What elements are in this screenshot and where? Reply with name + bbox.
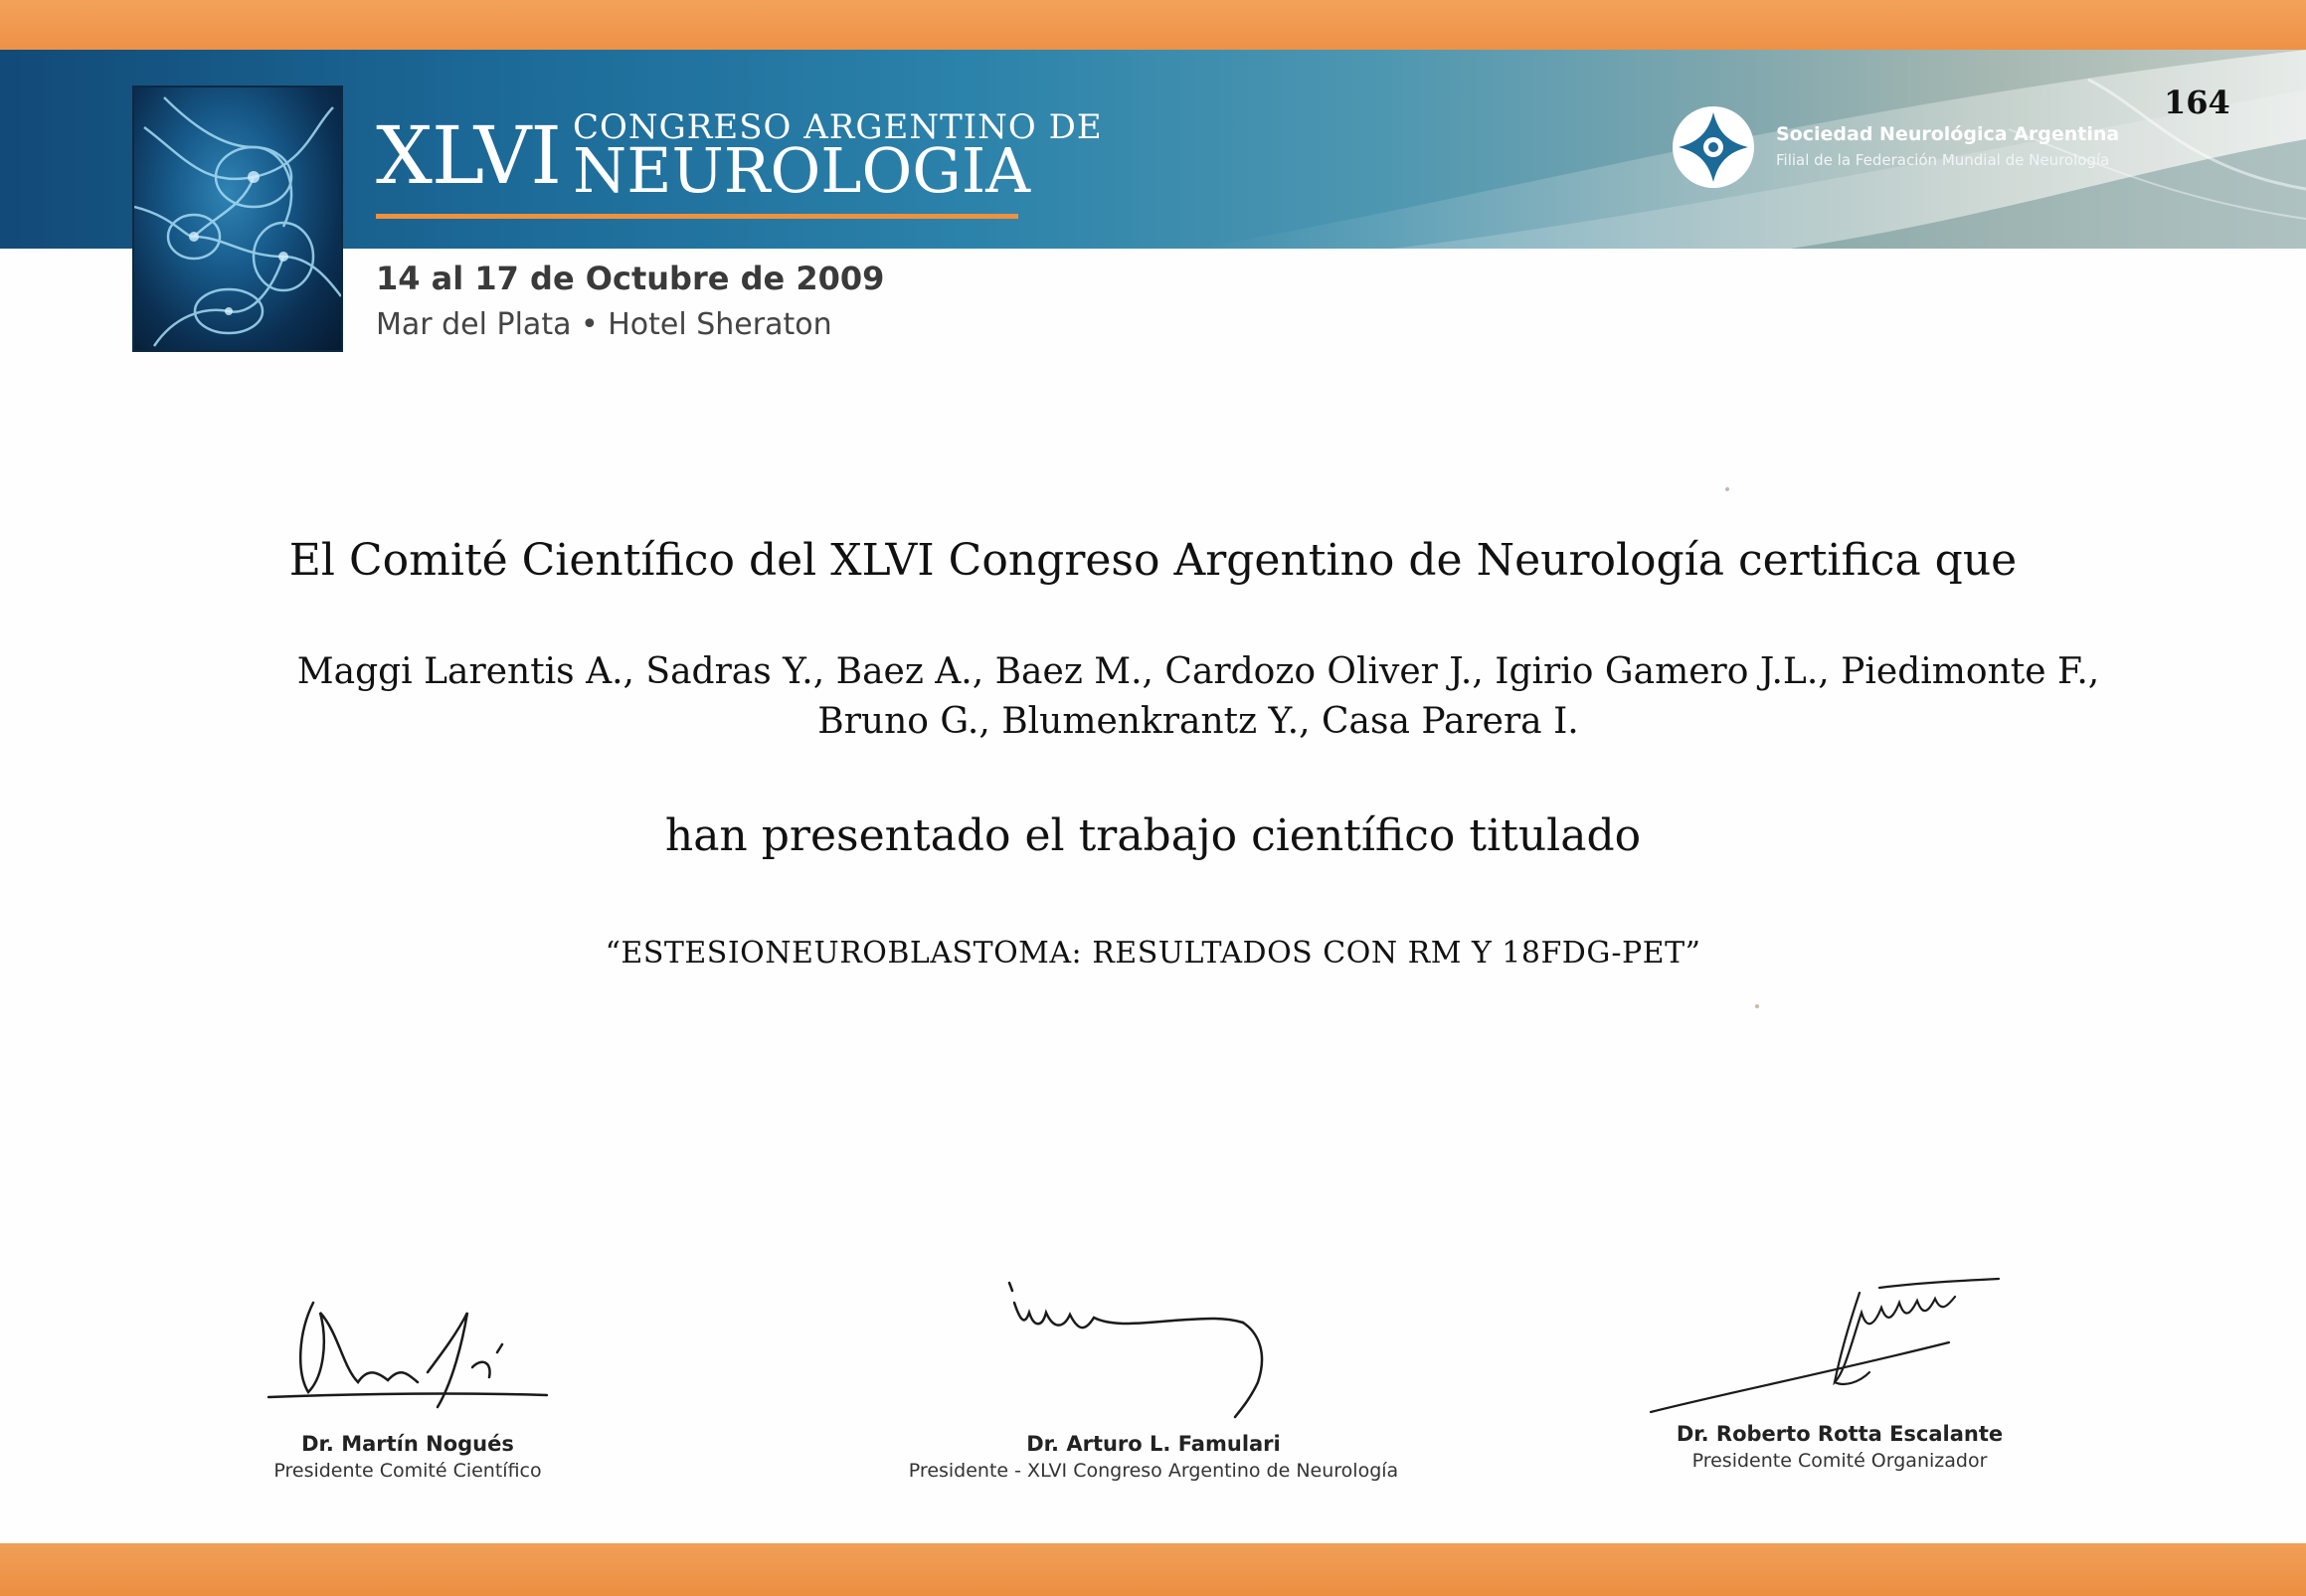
signature-mark (229, 1273, 587, 1412)
signatory-role: Presidente Comité Científico (273, 1460, 542, 1482)
bottom-orange-stripe (0, 1543, 2306, 1596)
event-dates: 14 al 17 de Octubre de 2009 (376, 260, 885, 297)
signature-block-organizing-committee (1631, 1263, 2048, 1492)
signatory-role: Presidente Comité Organizador (1691, 1450, 1988, 1472)
signature-block-congress-president (875, 1273, 1432, 1492)
title-underline (376, 214, 1018, 219)
header-banner (0, 50, 2306, 249)
edition-number: XLVI (376, 109, 561, 202)
organization-name: Sociedad Neurológica Argentina (1776, 123, 2120, 145)
work-title: “ESTESIONEUROBLASTOMA: RESULTADOS CON RM Y 18FDG-PET” (605, 936, 1701, 971)
certification-statement: El Comité Científico del XLVI Congreso Argentino de Neurología certifica que (288, 535, 2018, 586)
congress-topic: NEUROLOGIA (573, 134, 1031, 207)
certificate-number: 164 (2164, 84, 2230, 121)
signatory-role: Presidente - XLVI Congreso Argentino de Neurología (908, 1460, 1399, 1482)
scan-speck (1755, 1004, 1759, 1008)
signature-mark (1631, 1263, 2048, 1422)
signatory-name: Dr. Roberto Rotta Escalante (1676, 1422, 2004, 1446)
organization-subtitle: Filial de la Federación Mundial de Neurología (1776, 151, 2110, 169)
signature-mark (875, 1273, 1432, 1422)
event-venue: Mar del Plata • Hotel Sheraton (376, 307, 832, 342)
author-list: Maggi Larentis A., Sadras Y., Baez A., Baez M., Cardozo Oliver J., Igirio Gamero J.L., Piedimonte F., Bruno G., Blumenkrantz Y., Casa Parera I. (296, 651, 2100, 742)
presented-line: han presentado el trabajo científico titulado (664, 810, 1642, 861)
signature-block-scientific-committee (229, 1273, 587, 1492)
scan-speck (1725, 487, 1729, 491)
top-orange-stripe (0, 0, 2306, 50)
neuron-network-icon (134, 88, 341, 350)
neuron-network-artwork (132, 86, 343, 352)
signatory-name: Dr. Martín Nogués (301, 1432, 514, 1456)
congress-line: CONGRESO ARGENTINO DE (573, 107, 1103, 147)
signatory-name: Dr. Arturo L. Famulari (1026, 1432, 1281, 1456)
sna-logo-icon (1671, 104, 1756, 190)
